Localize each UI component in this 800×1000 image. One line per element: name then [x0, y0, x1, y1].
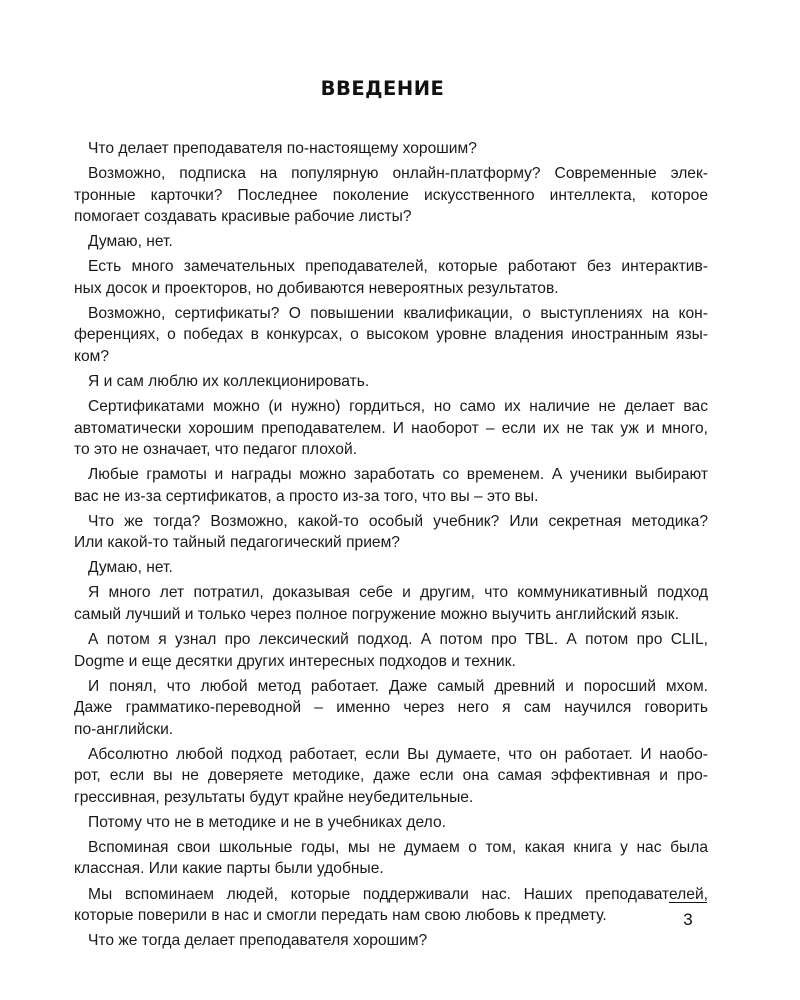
- text-line: Что делает преподавателя по-настоящему хорошим?: [88, 140, 477, 157]
- paragraph: [74, 231, 708, 253]
- paragraph: [74, 371, 708, 393]
- text-line: то это не означает, что педагог плохой.: [74, 441, 358, 459]
- text-line: Что же тогда? Возможно, какой-то особый учебник? Или секретная методика?: [88, 512, 708, 530]
- footer-rule: [669, 902, 707, 903]
- text-line: помогает создавать красивые рабочие листы?: [74, 208, 412, 226]
- text-line: Я много лет потратил, доказывая себе и другим, что коммуникативный подход: [88, 584, 708, 602]
- text-line: Есть много замечательных преподавателей, которые работают без интерактив-: [88, 258, 708, 276]
- paragraph: [74, 138, 708, 160]
- text-line: ком?: [74, 347, 110, 365]
- text-line: Сертификатами можно (и нужно) гордиться, но само их наличие не делает вас: [88, 398, 708, 416]
- paragraph: [74, 511, 708, 554]
- text-line: грессивная, результаты будут крайне неубедительные.: [74, 788, 474, 806]
- text-line: самый лучший и только через полное погружение можно выучить английский язык.: [74, 605, 679, 623]
- text-line: А потом я узнал про лексический подход. А потом про TBL. А потом про CLIL,: [88, 630, 708, 648]
- text-line: Возможно, сертификаты? О повышении квалификации, о выступлениях на кон-: [88, 304, 708, 322]
- paragraph: [74, 256, 708, 299]
- paragraph: [74, 582, 708, 625]
- text-line: которые поверили в нас и смогли передать нам свою любовь к предмету.: [74, 907, 607, 925]
- text-line: вас не из-за сертификатов, а просто из-за того, что вы – это вы.: [74, 487, 539, 505]
- text-line: Думаю, нет.: [88, 559, 173, 577]
- text-line: Любые грамоты и награды можно заработать со временем. А ученики выбирают: [88, 466, 708, 484]
- text-line: тронные карточки? Последнее поколение искусственного интеллекта, которое: [74, 186, 708, 204]
- text-line: Потому что не в методике и не в учебниках дело.: [88, 813, 446, 831]
- paragraph: [74, 629, 708, 672]
- text-line: Даже грамматико-переводной – именно через него я сам научился говорить: [74, 699, 708, 717]
- text-line: Dogme и еще десятки других интересных подходов и техник.: [74, 652, 516, 670]
- page-number: 3: [683, 910, 693, 929]
- body-text: [74, 138, 708, 952]
- text-line: Возможно, подписка на популярную онлайн-платформу? Современные элек-: [88, 165, 708, 183]
- text-line: ных досок и проекторов, но добиваются невероятных результатов.: [74, 279, 559, 297]
- paragraph: [74, 396, 708, 461]
- text-line: Думаю, нет.: [88, 233, 173, 251]
- paragraph: [74, 930, 708, 952]
- text-line: рот, если вы не доверяете методике, даже если она самая эффективная и про-: [74, 767, 708, 785]
- text-line: Что же тогда делает преподавателя хорошим?: [88, 932, 428, 950]
- text-line: Вспоминая свои школьные годы, мы не думаем о том, какая книга у нас была: [88, 838, 708, 856]
- text-line: Или какой-то тайный педагогический прием?: [74, 534, 400, 552]
- text-line: Абсолютно любой подход работает, если Вы думаете, что он работает. И наобо-: [88, 745, 708, 763]
- page-title: ВВЕДЕНИЕ: [320, 77, 445, 100]
- text-line: Мы вспоминаем людей, которые поддерживали нас. Наших преподавателей,: [88, 885, 708, 903]
- paragraph: [74, 744, 708, 809]
- text-line: классная. Или какие парты были удобные.: [74, 860, 384, 878]
- text-line: по-английски.: [74, 720, 174, 738]
- text-line: ференциях, о победах в конкурсах, о высоком уровне владения иностранным язы-: [74, 326, 708, 344]
- paragraph: [74, 837, 708, 880]
- paragraph: [74, 163, 708, 228]
- paragraph: [74, 676, 708, 741]
- text-line: автоматически хорошим преподавателем. И наоборот – если их не так уж и много,: [74, 419, 708, 437]
- paragraph: [74, 557, 708, 579]
- text-line: И понял, что любой метод работает. Даже самый древний и поросший мхом.: [88, 677, 708, 695]
- paragraph: [74, 884, 708, 927]
- paragraph: [74, 464, 708, 507]
- paragraph: [74, 303, 708, 368]
- text-line: Я и сам люблю их коллекционировать.: [88, 372, 370, 390]
- paragraph: [74, 812, 708, 834]
